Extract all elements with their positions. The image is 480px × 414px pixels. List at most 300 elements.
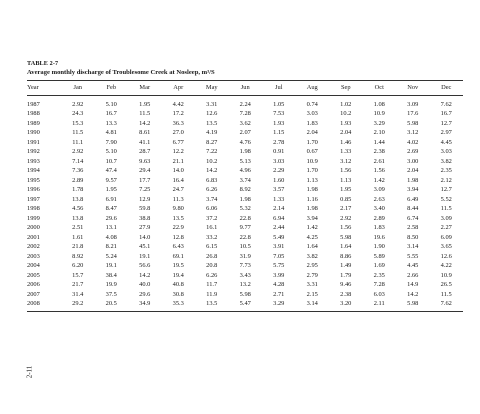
year-cell: 1999 bbox=[27, 214, 40, 222]
table-cell: 11.7 bbox=[206, 281, 218, 288]
table-cell: 7.05 bbox=[273, 252, 285, 260]
table-cell: 3.74 bbox=[239, 176, 251, 184]
year-cell: 1989 bbox=[27, 119, 40, 127]
table-cell: 5.49 bbox=[273, 233, 285, 241]
table-cell: 2.35 bbox=[373, 271, 385, 279]
table-cell: 13.3 bbox=[105, 119, 117, 127]
table-cell: 6.91 bbox=[105, 195, 117, 203]
table-cell: 8.44 bbox=[407, 205, 419, 212]
table-cell: 6.06 bbox=[206, 205, 218, 212]
year-cell: 2001 bbox=[27, 233, 40, 241]
table-cell: 11.5 bbox=[139, 110, 151, 117]
table-cell: 5.98 bbox=[407, 119, 419, 127]
table-cell: 2.92 bbox=[72, 148, 84, 155]
table-cell: 4.22 bbox=[440, 262, 452, 269]
table-row bbox=[27, 195, 463, 205]
table-cell: 6.09 bbox=[440, 233, 452, 241]
table-cell: 13.5 bbox=[206, 119, 218, 127]
table-cell: 37.5 bbox=[105, 290, 117, 298]
table-cell: 3.00 bbox=[407, 157, 419, 165]
year-cell: 1990 bbox=[27, 129, 40, 136]
table-cell: 5.98 bbox=[239, 290, 251, 298]
year-cell: 1991 bbox=[27, 138, 40, 146]
table-cell: 7.53 bbox=[273, 110, 285, 117]
table-cell: 1.79 bbox=[340, 271, 352, 279]
table-cell: 21.7 bbox=[72, 281, 84, 288]
table-cell: 7.14 bbox=[72, 157, 84, 165]
table-cell: 12.9 bbox=[139, 195, 151, 203]
table-cell: 7.73 bbox=[239, 262, 251, 269]
table-cell: 2.14 bbox=[273, 205, 285, 212]
table-cell: 1.33 bbox=[273, 195, 285, 203]
table-cell: 1.56 bbox=[340, 167, 352, 174]
table-cell: 0.91 bbox=[273, 148, 285, 155]
table-cell: 3.09 bbox=[373, 186, 385, 193]
table-cell: 12.2 bbox=[172, 148, 184, 155]
table-cell: 2.12 bbox=[440, 176, 452, 184]
table-cell: 8.92 bbox=[239, 186, 251, 193]
table-cell: 2.38 bbox=[340, 290, 352, 298]
table-cell: 0.74 bbox=[306, 100, 318, 108]
table-cell: 1.64 bbox=[306, 243, 318, 250]
table-cell: 12.8 bbox=[172, 233, 184, 241]
table-row bbox=[27, 223, 463, 233]
table-cell: 1.98 bbox=[407, 176, 419, 184]
table-cell: 17.2 bbox=[172, 110, 184, 117]
table-cell: 3.82 bbox=[306, 252, 318, 260]
table-cell: 16.1 bbox=[206, 224, 218, 231]
table-cell: 56.6 bbox=[139, 262, 151, 269]
table-cell: 47.4 bbox=[105, 167, 117, 174]
table-cell: 3.62 bbox=[239, 119, 251, 127]
table-cell: 3.43 bbox=[239, 271, 251, 279]
table-cell: 69.1 bbox=[172, 252, 184, 260]
table-row bbox=[27, 233, 463, 243]
table-cell: 2.92 bbox=[72, 100, 84, 108]
table-cell: 2.89 bbox=[72, 176, 84, 184]
table-row bbox=[27, 290, 463, 300]
table-cell: 1.13 bbox=[306, 176, 318, 184]
table-cell: 11.5 bbox=[440, 205, 452, 212]
table-cell: 5.98 bbox=[407, 300, 419, 307]
table-cell: 29.6 bbox=[139, 290, 151, 298]
year-cell: 1997 bbox=[27, 195, 40, 203]
table-cell: 4.28 bbox=[273, 281, 285, 288]
year-cell: 2002 bbox=[27, 243, 40, 250]
table-row bbox=[27, 138, 463, 148]
table-cell: 29.6 bbox=[105, 214, 117, 222]
table-cell: 10.9 bbox=[373, 110, 385, 117]
table-cell: 7.25 bbox=[139, 186, 151, 193]
table-cell: 2.69 bbox=[407, 148, 419, 155]
table-cell: 38.4 bbox=[105, 271, 117, 279]
table-cell: 30.8 bbox=[172, 290, 184, 298]
table-cell: 13.2 bbox=[239, 281, 251, 288]
table-cell: 2.44 bbox=[273, 224, 285, 231]
table-row bbox=[27, 109, 463, 119]
table-cell: 3.31 bbox=[206, 100, 218, 108]
table-cell: 7.62 bbox=[440, 100, 452, 108]
table-cell: 1.70 bbox=[306, 138, 318, 146]
table-cell: 1.44 bbox=[373, 138, 385, 146]
table-row bbox=[27, 128, 463, 138]
table-cell: 6.26 bbox=[206, 271, 218, 279]
table-cell: 5.52 bbox=[440, 195, 452, 203]
table-cell: 9.77 bbox=[239, 224, 251, 231]
table-cell: 24.7 bbox=[172, 186, 184, 193]
column-header: Oct bbox=[374, 84, 384, 91]
table-cell: 8.92 bbox=[72, 252, 84, 260]
table-cell: 1.13 bbox=[340, 176, 352, 184]
table-cell: 5.55 bbox=[407, 252, 419, 260]
table-row bbox=[27, 185, 463, 195]
table-cell: 11.1 bbox=[72, 138, 84, 146]
table-cell: 37.2 bbox=[206, 214, 218, 222]
table-row bbox=[27, 299, 463, 309]
table-cell: 22.9 bbox=[172, 224, 184, 231]
year-cell: 2003 bbox=[27, 252, 40, 260]
table-cell: 1.56 bbox=[340, 224, 352, 231]
table-cell: 1.93 bbox=[273, 119, 285, 127]
table-row bbox=[27, 119, 463, 129]
table-cell: 45.1 bbox=[139, 243, 151, 250]
table-cell: 16.7 bbox=[440, 110, 452, 117]
table-cell: 5.10 bbox=[105, 100, 117, 108]
table-cell: 3.12 bbox=[407, 129, 419, 136]
table-cell: 6.94 bbox=[273, 214, 285, 222]
table-cell: 28.7 bbox=[139, 148, 151, 155]
table-cell: 2.04 bbox=[340, 129, 352, 136]
table-cell: 1.02 bbox=[340, 100, 352, 108]
table-cell: 21.8 bbox=[72, 243, 84, 250]
table-cell: 1.08 bbox=[373, 100, 385, 108]
year-cell: 1992 bbox=[27, 148, 40, 155]
table-cell: 5.98 bbox=[340, 233, 352, 241]
table-top-rule bbox=[27, 80, 463, 81]
year-cell: 2007 bbox=[27, 290, 40, 298]
year-cell: 2000 bbox=[27, 224, 40, 231]
table-cell: 3.99 bbox=[273, 271, 285, 279]
table-cell: 8.50 bbox=[407, 233, 419, 241]
table-cell: 7.28 bbox=[239, 110, 251, 117]
table-cell: 2.24 bbox=[239, 100, 251, 108]
table-cell: 2.27 bbox=[440, 224, 452, 231]
column-header: May bbox=[205, 84, 218, 91]
table-cell: 36.3 bbox=[172, 119, 184, 127]
table-cell: 14.2 bbox=[206, 167, 218, 174]
table-cell: 2.15 bbox=[306, 290, 318, 298]
table-cell: 3.40 bbox=[373, 205, 385, 212]
table-cell: 11.5 bbox=[72, 129, 84, 136]
year-cell: 1993 bbox=[27, 157, 40, 165]
table-cell: 13.8 bbox=[72, 195, 84, 203]
table-cell: 26.5 bbox=[440, 281, 452, 288]
table-label: TABLE 2-7 bbox=[27, 60, 59, 67]
table-cell: 2.11 bbox=[373, 300, 385, 307]
table-cell: 10.5 bbox=[239, 243, 251, 250]
table-cell: 1.95 bbox=[139, 100, 151, 108]
table-cell: 5.13 bbox=[239, 157, 251, 165]
table-cell: 33.2 bbox=[206, 233, 218, 241]
table-cell: 2.51 bbox=[72, 224, 84, 231]
table-cell: 2.07 bbox=[239, 129, 251, 136]
table-cell: 35.3 bbox=[172, 300, 184, 307]
table-cell: 6.26 bbox=[206, 186, 218, 193]
table-cell: 3.74 bbox=[206, 195, 218, 203]
column-header: Apr bbox=[173, 84, 184, 91]
table-cell: 2.92 bbox=[340, 214, 352, 222]
table-cell: 1.60 bbox=[273, 176, 285, 184]
table-cell: 3.65 bbox=[440, 243, 452, 250]
table-cell: 1.98 bbox=[306, 205, 318, 212]
table-cell: 12.7 bbox=[440, 119, 452, 127]
table-cell: 3.12 bbox=[340, 157, 352, 165]
column-header: Mar bbox=[139, 84, 151, 91]
table-cell: 38.8 bbox=[139, 214, 151, 222]
table-row bbox=[27, 204, 463, 214]
table-cell: 1.98 bbox=[306, 186, 318, 193]
table-cell: 13.5 bbox=[206, 300, 218, 307]
table-cell: 3.31 bbox=[306, 281, 318, 288]
table-cell: 11.9 bbox=[206, 290, 218, 298]
table-cell: 2.17 bbox=[340, 205, 352, 212]
table-cell: 12.7 bbox=[440, 186, 452, 193]
table-cell: 3.57 bbox=[273, 186, 285, 193]
table-cell: 29.2 bbox=[72, 300, 84, 307]
table-cell: 3.03 bbox=[440, 148, 452, 155]
table-cell: 4.19 bbox=[206, 129, 218, 136]
table-cell: 1.83 bbox=[306, 119, 318, 127]
column-header: Jul bbox=[275, 84, 283, 91]
table-cell: 12.6 bbox=[440, 252, 452, 260]
year-cell: 1988 bbox=[27, 110, 40, 117]
table-cell: 9.46 bbox=[340, 281, 352, 288]
table-cell: 24.3 bbox=[72, 110, 84, 117]
table-cell: 59.8 bbox=[139, 205, 151, 212]
table-cell: 17.7 bbox=[139, 176, 151, 184]
table-cell: 6.20 bbox=[72, 262, 84, 269]
table-cell: 7.28 bbox=[373, 281, 385, 288]
table-caption: Average monthly discharge of Troublesome Creek at Nosleep, m³/S bbox=[27, 69, 215, 76]
table-row bbox=[27, 271, 463, 281]
table-cell: 21.1 bbox=[172, 157, 184, 165]
table-cell: 19.1 bbox=[105, 262, 117, 269]
column-header: Dec bbox=[441, 84, 452, 91]
year-cell: 1995 bbox=[27, 176, 40, 184]
table-cell: 14.0 bbox=[139, 233, 151, 241]
table-cell: 1.42 bbox=[373, 176, 385, 184]
table-cell: 1.64 bbox=[340, 243, 352, 250]
table-cell: 5.47 bbox=[239, 300, 251, 307]
year-cell: 1987 bbox=[27, 100, 40, 108]
table-cell: 2.29 bbox=[273, 167, 285, 174]
table-cell: 3.29 bbox=[273, 300, 285, 307]
table-cell: 4.96 bbox=[239, 167, 251, 174]
table-row bbox=[27, 157, 463, 167]
table-cell: 6.15 bbox=[206, 243, 218, 250]
table-row bbox=[27, 252, 463, 262]
table-cell: 7.62 bbox=[440, 300, 452, 307]
year-cell: 1998 bbox=[27, 205, 40, 212]
table-cell: 5.10 bbox=[105, 148, 117, 155]
table-cell: 16.4 bbox=[172, 176, 184, 184]
table-cell: 8.86 bbox=[340, 252, 352, 260]
table-cell: 1.33 bbox=[340, 148, 352, 155]
table-cell: 3.29 bbox=[373, 119, 385, 127]
table-cell: 1.90 bbox=[373, 243, 385, 250]
table-cell: 8.61 bbox=[139, 129, 151, 136]
table-cell: 27.9 bbox=[139, 224, 151, 231]
table-cell: 19.9 bbox=[105, 281, 117, 288]
page-number: 2-11 bbox=[25, 365, 34, 379]
table-cell: 9.63 bbox=[139, 157, 151, 165]
table-cell: 4.25 bbox=[306, 233, 318, 241]
table-cell: 13.1 bbox=[105, 224, 117, 231]
table-cell: 6.83 bbox=[206, 176, 218, 184]
table-cell: 10.9 bbox=[440, 271, 452, 279]
table-cell: 31.9 bbox=[239, 252, 251, 260]
table-cell: 0.85 bbox=[340, 195, 352, 203]
table-cell: 40.8 bbox=[172, 281, 184, 288]
year-cell: 2006 bbox=[27, 281, 40, 288]
column-header: Nov bbox=[407, 84, 419, 91]
table-cell: 14.2 bbox=[407, 290, 419, 298]
table-cell: 14.0 bbox=[172, 167, 184, 174]
table-cell: 1.05 bbox=[273, 100, 285, 108]
table-cell: 7.22 bbox=[206, 148, 218, 155]
table-cell: 8.47 bbox=[105, 205, 117, 212]
table-cell: 2.04 bbox=[407, 167, 419, 174]
table-cell: 1.56 bbox=[373, 167, 385, 174]
year-cell: 1996 bbox=[27, 186, 40, 193]
table-cell: 1.42 bbox=[306, 224, 318, 231]
table-cell: 2.35 bbox=[440, 167, 452, 174]
table-cell: 2.78 bbox=[273, 138, 285, 146]
table-cell: 2.71 bbox=[273, 290, 285, 298]
table-cell: 3.94 bbox=[407, 186, 419, 193]
table-cell: 5.24 bbox=[105, 252, 117, 260]
table-cell: 10.2 bbox=[340, 110, 352, 117]
table-cell: 3.94 bbox=[306, 214, 318, 222]
table-cell: 2.89 bbox=[373, 214, 385, 222]
table-row bbox=[27, 242, 463, 252]
table-cell: 1.70 bbox=[306, 167, 318, 174]
table-cell: 11.3 bbox=[172, 195, 184, 203]
table-cell: 31.4 bbox=[72, 290, 84, 298]
table-cell: 14.9 bbox=[407, 281, 419, 288]
table-cell: 3.03 bbox=[273, 157, 285, 165]
table-cell: 3.91 bbox=[273, 243, 285, 250]
column-header: Jun bbox=[240, 84, 250, 91]
table-cell: 1.61 bbox=[72, 233, 84, 241]
table-cell: 2.95 bbox=[306, 262, 318, 269]
table-cell: 4.76 bbox=[239, 138, 251, 146]
table-cell: 20.8 bbox=[206, 262, 218, 269]
table-cell: 5.32 bbox=[239, 205, 251, 212]
table-cell: 14.2 bbox=[139, 119, 151, 127]
table-cell: 2.58 bbox=[407, 224, 419, 231]
table-cell: 40.0 bbox=[139, 281, 151, 288]
table-cell: 7.36 bbox=[72, 167, 84, 174]
table-cell: 3.82 bbox=[440, 157, 452, 165]
table-cell: 22.8 bbox=[239, 214, 251, 222]
table-cell: 3.14 bbox=[407, 243, 419, 250]
table-cell: 3.09 bbox=[440, 214, 452, 222]
table-cell: 1.95 bbox=[340, 186, 352, 193]
column-header: Feb bbox=[106, 84, 117, 91]
table-cell: 19.1 bbox=[139, 252, 151, 260]
table-cell: 1.15 bbox=[273, 129, 285, 136]
table-cell: 6.43 bbox=[172, 243, 184, 250]
year-cell: 2008 bbox=[27, 300, 40, 307]
table-cell: 2.10 bbox=[373, 129, 385, 136]
table-cell: 14.2 bbox=[139, 271, 151, 279]
table-cell: 19.4 bbox=[172, 271, 184, 279]
table-cell: 1.49 bbox=[340, 262, 352, 269]
table-cell: 17.6 bbox=[407, 110, 419, 117]
table-cell: 15.3 bbox=[72, 119, 84, 127]
table-cell: 41.1 bbox=[139, 138, 151, 146]
table-cell: 4.81 bbox=[105, 129, 117, 136]
table-cell: 4.45 bbox=[407, 262, 419, 269]
table-cell: 13.8 bbox=[72, 214, 84, 222]
table-cell: 1.16 bbox=[306, 195, 318, 203]
table-row bbox=[27, 261, 463, 271]
table-cell: 8.27 bbox=[206, 138, 218, 146]
table-cell: 12.6 bbox=[206, 110, 218, 117]
table-cell: 19.5 bbox=[172, 262, 184, 269]
table-cell: 2.66 bbox=[407, 271, 419, 279]
table-cell: 1.98 bbox=[239, 148, 251, 155]
table-cell: 4.42 bbox=[172, 100, 184, 108]
table-cell: 27.0 bbox=[172, 129, 184, 136]
column-header: Jan bbox=[73, 84, 83, 91]
table-cell: 3.03 bbox=[306, 110, 318, 117]
column-header: Sep bbox=[340, 84, 351, 91]
table-cell: 2.79 bbox=[306, 271, 318, 279]
table-body bbox=[27, 100, 463, 309]
table-row bbox=[27, 176, 463, 186]
table-cell: 6.49 bbox=[407, 195, 419, 203]
table-row bbox=[27, 147, 463, 157]
table-cell: 34.9 bbox=[139, 300, 151, 307]
table-cell: 6.74 bbox=[407, 214, 419, 222]
table-cell: 26.8 bbox=[206, 252, 218, 260]
table-row bbox=[27, 280, 463, 290]
table-cell: 1.46 bbox=[340, 138, 352, 146]
table-cell: 2.63 bbox=[373, 195, 385, 203]
table-cell: 6.77 bbox=[172, 138, 184, 146]
table-cell: 4.08 bbox=[105, 233, 117, 241]
table-cell: 3.20 bbox=[340, 300, 352, 307]
table-cell: 3.14 bbox=[306, 300, 318, 307]
table-cell: 4.45 bbox=[440, 138, 452, 146]
table-cell: 19.6 bbox=[373, 233, 385, 241]
column-header: Aug bbox=[306, 84, 318, 91]
table-cell: 20.5 bbox=[105, 300, 117, 307]
table-cell: 10.7 bbox=[105, 157, 117, 165]
table-cell: 1.69 bbox=[373, 262, 385, 269]
year-cell: 2004 bbox=[27, 262, 40, 269]
table-cell: 2.97 bbox=[440, 129, 452, 136]
table-row bbox=[27, 214, 463, 224]
table-row bbox=[27, 166, 463, 176]
table-cell: 0.67 bbox=[306, 148, 318, 155]
table-cell: 4.56 bbox=[72, 205, 84, 212]
table-cell: 11.5 bbox=[440, 290, 452, 298]
table-cell: 16.7 bbox=[105, 110, 117, 117]
table-cell: 22.8 bbox=[239, 233, 251, 241]
